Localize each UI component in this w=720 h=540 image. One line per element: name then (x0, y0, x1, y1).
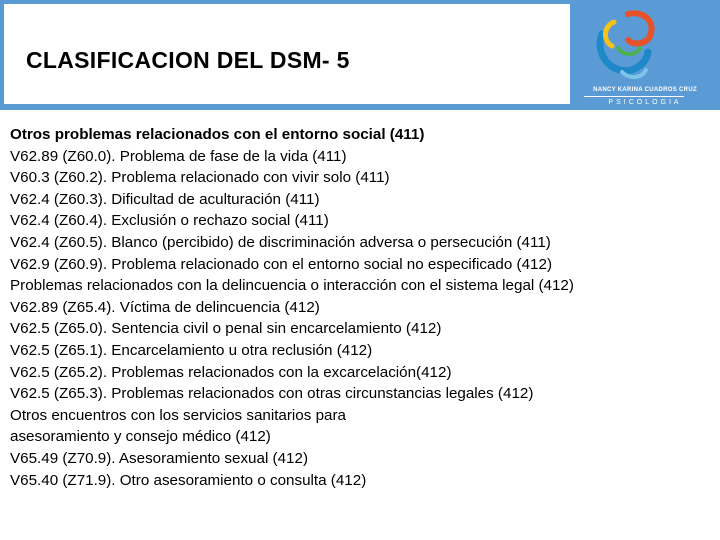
list-item: V62.4 (Z60.4). Exclusión o rechazo social (411) (10, 212, 329, 230)
logo (574, 4, 716, 106)
list-item: V62.4 (Z60.3). Dificultad de aculturación (411) (10, 190, 320, 208)
list-item: V62.89 (Z65.4). Víctima de delincuencia (412) (10, 298, 320, 316)
list-item: V62.89 (Z60.0). Problema de fase de la vida (411) (10, 147, 347, 165)
logo-divider (584, 96, 684, 97)
list-item: V62.5 (Z65.0). Sentencia civil o penal sin encarcelamiento (412) (10, 320, 442, 338)
psychology-logo-icon (594, 10, 658, 82)
title-box (4, 4, 570, 104)
list-item: V62.5 (Z65.2). Problemas relacionados con la excarcelación(412) (10, 363, 452, 381)
list-item: V65.49 (Z70.9). Asesoramiento sexual (412) (10, 449, 309, 467)
list-item: Problemas relacionados con la delincuencia o interacción con el sistema legal (412) (10, 277, 574, 295)
list-item: V62.5 (Z65.1). Encarcelamiento u otra reclusión (412) (10, 341, 373, 359)
logo-name: NANCY KARINA CUADROS CRUZ (593, 87, 697, 93)
content-list (10, 124, 710, 491)
list-item: V62.4 (Z60.5). Blanco (percibido) de discriminación adversa o persecución (411) (10, 233, 551, 251)
list-item: Otros encuentros con los servicios sanitarios para (10, 406, 346, 424)
list-item: V65.40 (Z71.9). Otro asesoramiento o consulta (412) (10, 471, 367, 489)
list-item: V60.3 (Z60.2). Problema relacionado con vivir solo (411) (10, 169, 390, 187)
header-band (0, 0, 720, 110)
list-item: asesoramiento y consejo médico (412) (10, 428, 271, 446)
list-item: V62.5 (Z65.3). Problemas relacionados con otras circunstancias legales (412) (10, 385, 534, 403)
logo-subtitle: PSICOLOGIA (608, 99, 682, 106)
page-title: CLASIFICACION DEL DSM- 5 (26, 47, 350, 73)
list-item: V62.9 (Z60.9). Problema relacionado con el entorno social no especificado (412) (10, 255, 553, 273)
list-item: Otros problemas relacionados con el entorno social (411) (10, 126, 425, 143)
